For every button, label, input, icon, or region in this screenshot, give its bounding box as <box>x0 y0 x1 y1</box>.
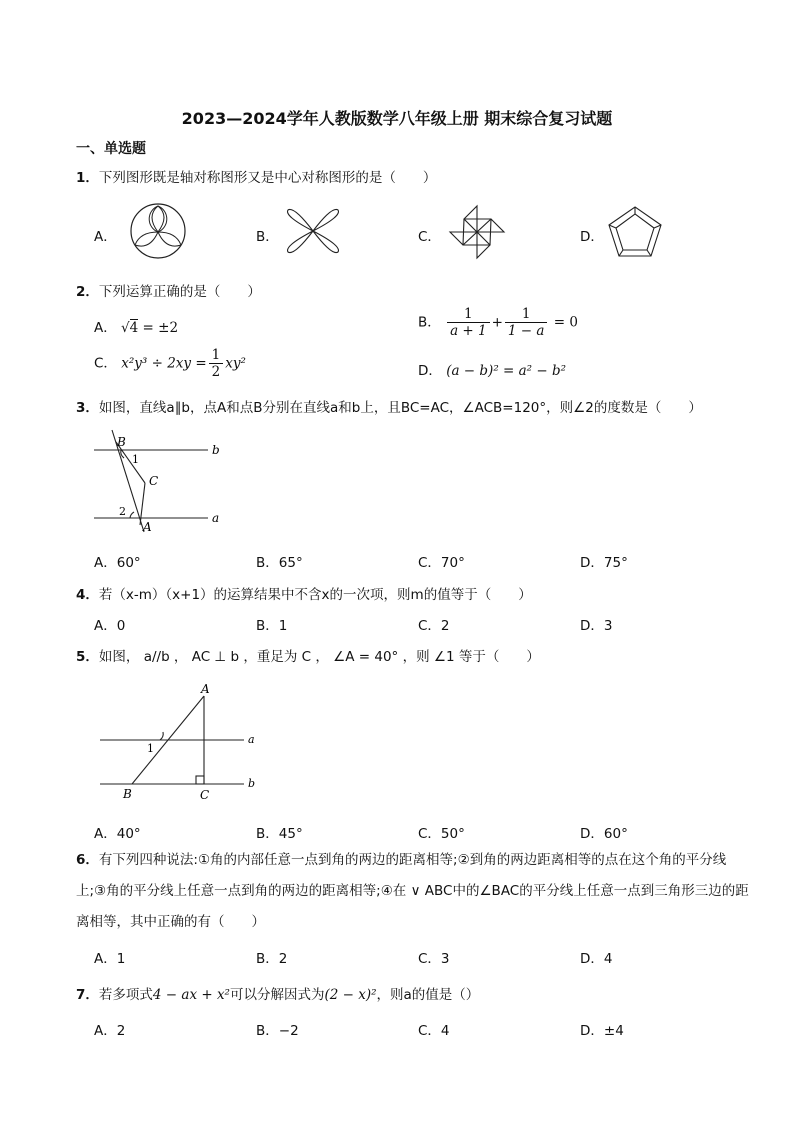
expression-rest: = ±2 <box>142 320 179 336</box>
question-text: 如图， a//b ， AC ⊥ b ，重足为 C ， ∠A = 40° ，则 ∠1 等于（ ） <box>98 649 540 665</box>
q5-option-a[interactable]: A．40° <box>94 826 141 842</box>
q2-option-d[interactable] <box>418 359 566 379</box>
page-title: 2023—2024学年人教版数学八年级上册 期末综合复习试题 <box>181 109 613 128</box>
plus-sign: + <box>491 314 503 331</box>
radicand: 4 <box>129 320 139 336</box>
fraction-1 <box>447 306 490 339</box>
question-text-post: ，则a的值是（） <box>376 987 480 1003</box>
q5-option-d[interactable]: D．60° <box>580 826 628 842</box>
question-2 <box>76 280 261 300</box>
question-text: 下列图形既是轴对称图形又是中心对称图形的是（ ） <box>98 170 437 186</box>
label-line-b: b <box>212 443 220 457</box>
expression-lhs: x²y³ ÷ 2xy = <box>121 355 207 372</box>
q5-option-b[interactable]: B．45° <box>256 826 303 842</box>
q6-option-c[interactable]: C．3 <box>418 951 450 967</box>
q2-option-b[interactable] <box>418 306 578 339</box>
question-text: 有下列四种说法:①角的内部任意一点到角的两边的距离相等;②到角的两边距离相等的点在这个角的平分线上;③角的平分线上任意一点到角的两边的距离相等;④在 ∨ ABC中的∠BAC的平分线上任意一点到三角形三边的距离相等，其中正确的有（ ） <box>76 852 749 930</box>
expression-rhs: xy² <box>225 355 246 372</box>
denominator: a + 1 <box>450 323 487 339</box>
denominator: 1 − a <box>507 323 545 339</box>
q2-option-c[interactable] <box>94 347 246 380</box>
question-number: 4． <box>76 587 99 603</box>
question-1 <box>76 166 436 186</box>
q1-figure-b-petals <box>284 204 342 258</box>
question-5 <box>76 645 540 665</box>
q1-figure-d-pentagon <box>606 204 664 260</box>
question-text: 如图，直线a∥b，点A和点B分别在直线a和b上，且BC=AC，∠ACB=120°，则∠2的度数是（ ） <box>98 400 702 416</box>
question-number: 1． <box>76 170 99 186</box>
q1-figure-c-pinwheel <box>446 202 508 262</box>
denominator: 2 <box>211 364 221 380</box>
fraction-2 <box>505 306 548 339</box>
q2-option-a[interactable] <box>94 316 178 336</box>
q3-option-d[interactable]: D．75° <box>580 555 628 571</box>
q1-option-b[interactable]: B． <box>256 229 279 245</box>
q3-option-c[interactable]: C．70° <box>418 555 465 571</box>
option-label: B． <box>418 314 441 331</box>
question-text-pre: 若多项式 <box>98 987 153 1003</box>
label-a-point: A <box>143 520 152 534</box>
question-number: 3． <box>76 400 99 416</box>
label-angle-1: 1 <box>147 742 154 755</box>
q3-option-a[interactable]: A．60° <box>94 555 141 571</box>
question-6 <box>76 845 756 938</box>
question-number: 2． <box>76 284 99 300</box>
q4-option-b[interactable]: B．1 <box>256 618 288 634</box>
question-text: 若（x-m）（x+1）的运算结果中不含x的一次项，则m的值等于（ ） <box>98 587 532 603</box>
question-7 <box>76 983 479 1003</box>
q5-figure-right-triangle <box>96 680 266 804</box>
label-angle-1: 1 <box>132 453 139 466</box>
q4-option-a[interactable]: A．0 <box>94 618 126 634</box>
option-label: D． <box>418 363 442 379</box>
label-c-point: C <box>149 474 159 488</box>
label-line-a: a <box>212 511 220 525</box>
label-b-point: B <box>123 787 132 801</box>
q4-option-c[interactable]: C．2 <box>418 618 450 634</box>
q7-option-c[interactable]: C．4 <box>418 1023 450 1039</box>
q3-figure-parallel-lines <box>88 428 238 538</box>
q1-option-a[interactable]: A． <box>94 229 117 245</box>
q7-option-d[interactable]: D．±4 <box>580 1023 624 1039</box>
numerator: 1 <box>505 306 548 323</box>
question-4 <box>76 583 532 603</box>
numerator: 1 <box>209 347 224 364</box>
label-b-point: B <box>117 435 126 449</box>
fraction <box>209 347 224 380</box>
question-number: 6． <box>76 852 99 868</box>
question-text-mid: 可以分解因式为 <box>229 987 325 1003</box>
line-ca <box>140 483 145 525</box>
option-label: A． <box>94 320 117 336</box>
q7-option-b[interactable]: B．−2 <box>256 1023 299 1039</box>
numerator: 1 <box>447 306 490 323</box>
section-heading: 一、单选题 <box>76 141 146 157</box>
label-angle-2: 2 <box>119 505 126 518</box>
option-expression: (a − b)² = a² − b² <box>446 363 567 379</box>
polynomial: 4 − ax + x² <box>152 987 230 1003</box>
equals-zero: = 0 <box>553 314 578 331</box>
q6-option-d[interactable]: D．4 <box>580 951 613 967</box>
question-3 <box>76 396 702 416</box>
q5-option-c[interactable]: C．50° <box>418 826 465 842</box>
q1-option-d[interactable]: D． <box>580 229 604 245</box>
q6-option-b[interactable]: B．2 <box>256 951 288 967</box>
q7-option-a[interactable]: A．2 <box>94 1023 126 1039</box>
q4-option-d[interactable]: D．3 <box>580 618 613 634</box>
option-label: C． <box>94 355 117 372</box>
label-c-point: C <box>200 788 210 802</box>
q1-figure-a-circles <box>126 202 190 260</box>
question-text: 下列运算正确的是（ ） <box>98 284 261 300</box>
q6-option-a[interactable]: A．1 <box>94 951 126 967</box>
q1-option-c[interactable]: C． <box>418 229 441 245</box>
label-line-b: b <box>248 777 256 790</box>
label-line-a: a <box>248 733 255 746</box>
option-expression: √4 = ±2 <box>121 320 179 336</box>
factored-form: (2 − x)² <box>324 987 377 1003</box>
question-number: 5． <box>76 649 99 665</box>
question-number: 7． <box>76 987 99 1003</box>
q3-option-b[interactable]: B．65° <box>256 555 303 571</box>
label-a-point: A <box>201 682 210 696</box>
